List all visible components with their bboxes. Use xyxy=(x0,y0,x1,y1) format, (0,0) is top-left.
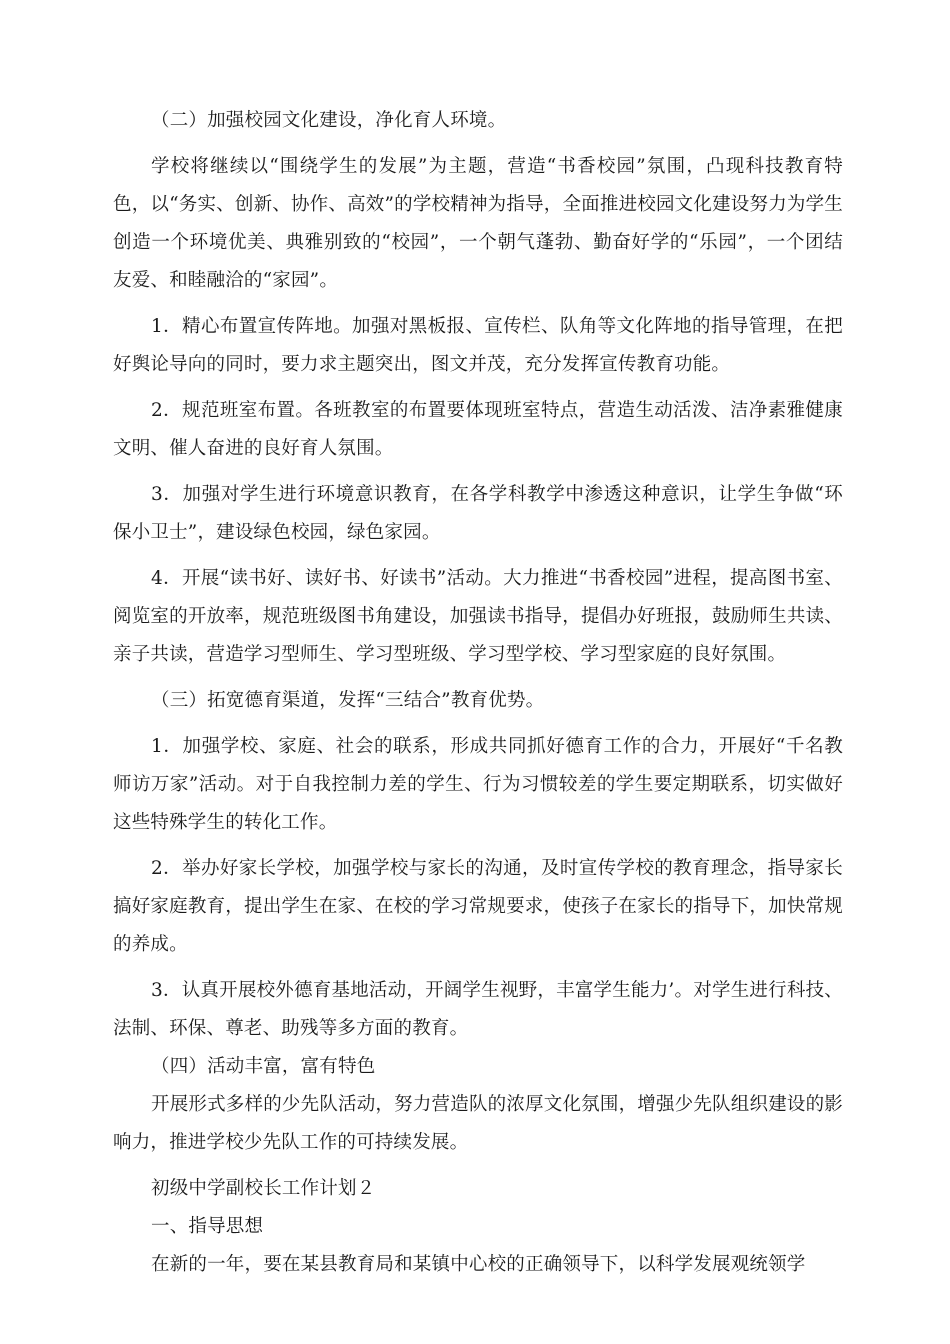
paragraph-culture-intro: 学校将继续以“围绕学生的发展”为主题，营造“书香校园”氛围，凸现科技教育特色，以“务实、创新、协作、高效”的学校精神为指导，全面推进校园文化建设努力为学生创造一个环境优美、典雅别致的“校园”，一个朝气蓬勃、勤奋好学的“乐园”，一个团结友爱、和睦融洽的“家园”。 xyxy=(113,156,843,291)
paragraph-item-2: 2．规范班室布置。各班教室的布置要体现班室特点，营造生动活泼、洁净素雅健康文明、催人奋进的良好育人氛围。 xyxy=(113,400,843,459)
paragraph-item-3-2: 2．举办好家长学校，加强学校与家长的沟通，及时宣传学校的教育理念，指导家长搞好家庭教育，提出学生在家、在校的学习常规要求，使孩子在家长的指导下，加快常规的养成。 xyxy=(113,858,843,955)
document-body xyxy=(113,102,843,1284)
paragraph-item-3-1: 1．加强学校、家庭、社会的联系，形成共同抓好德育工作的合力，开展好“千名教师访万家”活动。对于自我控制力差的学生、行为习惯较差的学生要定期联系，切实做好这些特殊学生的转化工作。 xyxy=(113,736,843,833)
paragraph-item-3: 3．加强对学生进行环境意识教育，在各学科教学中渗透这种意识，让学生争做“环保小卫士”，建设绿色校园，绿色家园。 xyxy=(113,484,843,543)
paragraph-guiding-start: 在新的一年，要在某县教育局和某镇中心校的正确领导下，以科学发展观统领学 xyxy=(151,1254,806,1275)
paragraph-item-3-3: 3．认真开展校外德育基地活动，开阔学生视野，丰富学生能力’。对学生进行科技、法制、环保、尊老、助残等多方面的教育。 xyxy=(113,980,843,1039)
section-heading-3: （三）拓宽德育渠道，发挥“三结合”教育优势。 xyxy=(151,690,545,711)
paragraph-item-1: 1．精心布置宣传阵地。加强对黑板报、宣传栏、队角等文化阵地的指导管理，在把好舆论导向的同时，要力求主题突出，图文并茂，充分发挥宣传教育功能。 xyxy=(113,316,843,375)
section-heading-guiding: 一、指导思想 xyxy=(151,1216,264,1237)
document-title-2: 初级中学副校长工作计划２ xyxy=(151,1178,376,1199)
section-heading-2: （二）加强校园文化建设，净化育人环境。 xyxy=(151,110,507,131)
section-heading-4: （四）活动丰富，富有特色 xyxy=(151,1056,376,1077)
paragraph-activities: 开展形式多样的少先队活动，努力营造队的浓厚文化氛围，增强少先队组织建设的影响力，推进学校少先队工作的可持续发展。 xyxy=(113,1094,843,1153)
paragraph-item-4: 4．开展“读书好、读好书、好读书”活动。大力推进“书香校园”进程，提高图书室、阅览室的开放率，规范班级图书角建设，加强读书指导，提倡办好班报，鼓励师生共读、亲子共读，营造学习型师生、学习型班级、学习型学校、学习型家庭的良好氛围。 xyxy=(113,568,843,665)
